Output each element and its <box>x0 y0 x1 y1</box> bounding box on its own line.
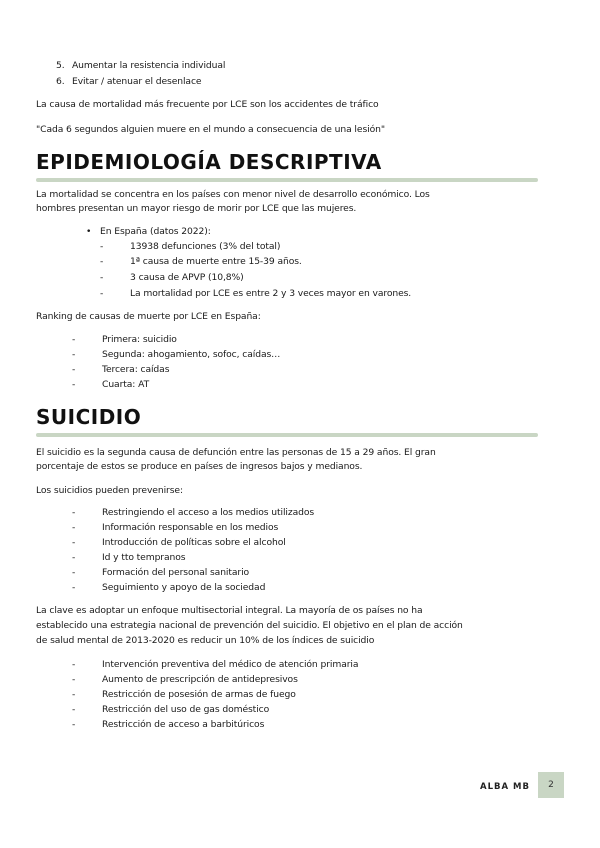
sub-item-text: 1ª causa de muerte entre 15-39 años. <box>130 256 302 267</box>
prevent-text: Restringiendo el acceso a los medios utilizados <box>102 507 315 518</box>
bullet-marker: • <box>86 226 92 237</box>
paragraph-line: de salud mental de 2013-2020 es reducir un 10% de los índices de suicidio <box>36 635 375 646</box>
ranking-item <box>72 379 149 391</box>
prevent-item <box>72 582 265 594</box>
paragraph-line: El suicidio es la segunda causa de defunción entre las personas de 15 a 29 años. El gran <box>36 447 436 458</box>
page-number: 2 <box>548 780 554 790</box>
sub-item <box>100 288 411 300</box>
sub-item <box>100 272 244 284</box>
ranking-item <box>72 349 280 361</box>
prevent-item <box>72 537 286 549</box>
paragraph-line: establecido una estrategia nacional de prevención del suicidio. El objetivo en el plan de acción <box>36 620 463 631</box>
dash-marker: - <box>72 659 76 670</box>
dash-marker: - <box>72 364 76 375</box>
dash-marker: - <box>72 507 76 518</box>
dash-marker: - <box>72 522 76 533</box>
sub-item-text: La mortalidad por LCE es entre 2 y 3 veces mayor en varones. <box>130 288 412 299</box>
intro-paragraph: La causa de mortalidad más frecuente por LCE son los accidentes de tráfico <box>36 99 379 110</box>
item-text: Evitar / atenuar el desenlace <box>72 76 202 87</box>
sub-item-text: 3 causa de APVP (10,8%) <box>130 272 244 283</box>
dash-marker: - <box>72 537 76 548</box>
prevent-text: Formación del personal sanitario <box>102 567 250 578</box>
page-number-badge <box>538 772 564 798</box>
ranking-text: Tercera: caídas <box>102 364 170 375</box>
author-label: ALBA MB <box>480 782 530 792</box>
ranking-title: Ranking de causas de muerte por LCE en España: <box>36 311 261 322</box>
heading-divider <box>36 433 538 437</box>
plan-text: Restricción de acceso a barbitúricos <box>102 719 265 730</box>
numbered-item <box>56 60 225 72</box>
prevent-item <box>72 552 185 564</box>
ranking-item <box>72 364 169 376</box>
plan-text: Intervención preventiva del médico de atención primaria <box>102 659 359 670</box>
plan-text: Restricción de posesión de armas de fuego <box>102 689 296 700</box>
section-heading-suicidio: SUICIDIO <box>36 405 142 429</box>
prevent-text: Información responsable en los medios <box>102 522 279 533</box>
prevent-text: Seguimiento y apoyo de la sociedad <box>102 582 266 593</box>
section-heading-epidemiologia: EPIDEMIOLOGÍA DESCRIPTIVA <box>36 150 382 174</box>
plan-item <box>72 659 358 671</box>
plan-text: Restricción del uso de gas doméstico <box>102 704 270 715</box>
dash-marker: - <box>72 334 76 345</box>
dash-marker: - <box>100 288 104 299</box>
dash-marker: - <box>100 256 104 267</box>
dash-marker: - <box>72 379 76 390</box>
dash-marker: - <box>72 552 76 563</box>
ranking-text: Segunda: ahogamiento, sofoc, caídas… <box>102 349 281 360</box>
intro-quote: "Cada 6 segundos alguien muere en el mundo a consecuencia de una lesión" <box>36 124 385 135</box>
dash-marker: - <box>72 704 76 715</box>
item-number: 6. <box>56 76 65 87</box>
ranking-text: Cuarta: AT <box>102 379 150 390</box>
prevent-text: Id y tto tempranos <box>102 552 186 563</box>
prevent-item <box>72 507 314 519</box>
dash-marker: - <box>72 567 76 578</box>
ranking-item <box>72 334 177 346</box>
dash-marker: - <box>72 689 76 700</box>
paragraph-line: Los suicidios pueden prevenirse: <box>36 485 183 496</box>
paragraph-line: La mortalidad se concentra en los países con menor nivel de desarrollo económico. Los <box>36 189 430 200</box>
plan-item <box>72 704 269 716</box>
item-number: 5. <box>56 60 65 71</box>
prevent-item <box>72 567 249 579</box>
paragraph-line: porcentaje de estos se produce en países de ingresos bajos y medianos. <box>36 461 363 472</box>
item-text: Aumentar la resistencia individual <box>72 60 226 71</box>
dash-marker: - <box>100 241 104 252</box>
sub-item-text: 13938 defunciones (3% del total) <box>130 241 281 252</box>
heading-divider <box>36 178 538 182</box>
prevent-item <box>72 522 278 534</box>
dash-marker: - <box>72 719 76 730</box>
sub-item <box>100 256 302 268</box>
paragraph-line: hombres presentan un mayor riesgo de morir por LCE que las mujeres. <box>36 203 357 214</box>
ranking-text: Primera: suicidio <box>102 334 177 345</box>
numbered-item <box>56 76 201 88</box>
plan-item <box>72 674 298 686</box>
paragraph-line: La clave es adoptar un enfoque multisectorial integral. La mayoría de os países no ha <box>36 605 423 616</box>
prevent-text: Introducción de políticas sobre el alcohol <box>102 537 286 548</box>
bullet-text: En España (datos 2022): <box>100 226 211 237</box>
plan-item <box>72 719 264 731</box>
dash-marker: - <box>72 349 76 360</box>
dash-marker: - <box>100 272 104 283</box>
dash-marker: - <box>72 582 76 593</box>
sub-item <box>100 241 280 253</box>
plan-text: Aumento de prescripción de antidepresivos <box>102 674 298 685</box>
dash-marker: - <box>72 674 76 685</box>
plan-item <box>72 689 296 701</box>
bullet-item <box>86 226 211 238</box>
